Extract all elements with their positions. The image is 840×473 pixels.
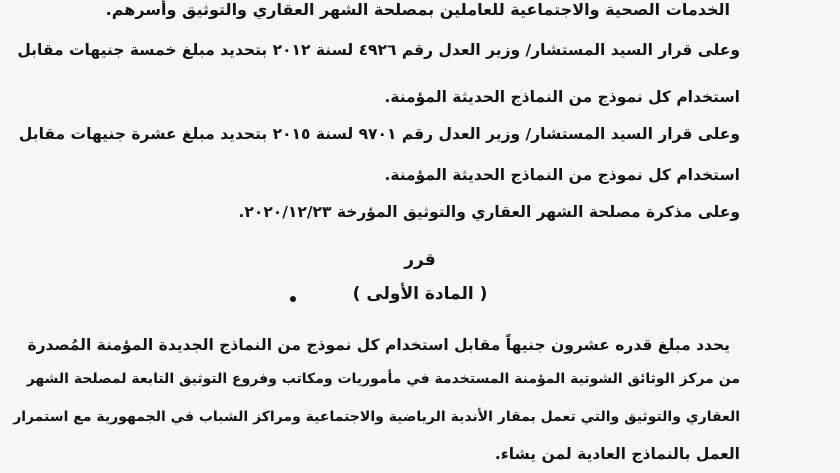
- article-line-1: يحدد مبلغ قدره عشرون جنيهاً مقابل استخدام كل نموذج من النماذج الجديدة المؤمنة المُصدرة: [27, 336, 730, 354]
- article-line-3: العقاري والتوثيق والتي تعمل بمقار الأندية الرياضية والاجتماعية ومراكز الشباب في الجمهورية مع استمرار: [13, 409, 740, 425]
- body-line-2: وعلى قرار السيد المستشار/ وزير العدل رقم ٤٩٢٦ لسنة ٢٠١٢ بتحديد مبلغ خمسة جنيهات مقابل: [17, 41, 740, 59]
- article-heading: ( المادة الأولى ): [352, 284, 488, 304]
- body-line-1: الخدمات الصحية والاجتماعية للعاملين بمصلحة الشهر العقاري والتوثيق وأسرهم.: [105, 0, 730, 19]
- body-line-3: استخدام كل نموذج من النماذج الحديثة المؤمنة.: [384, 88, 740, 106]
- body-line-5: استخدام كل نموذج من النماذج الحديثة المؤمنة.: [384, 166, 740, 184]
- ink-dot: [290, 296, 296, 302]
- body-line-6: وعلى مذكرة مصلحة الشهر العقاري والتوثيق المؤرخة ٢٠٢٠/١٢/٢٣.: [238, 203, 740, 221]
- decision-heading: قرر: [404, 250, 436, 270]
- article-line-2: من مركز الوثائق الشوتية المؤمنة المستخدمة في مأموريات ومكاتب وفروع التوثيق التابعة لمصلحة الشهر: [26, 371, 740, 387]
- body-line-4: وعلى قرار السيد المستشار/ وزير العدل رقم ٩٧٠١ لسنة ٢٠١٥ بتحديد مبلغ عشرة جنيهات مقابل: [18, 125, 740, 143]
- article-line-4: العمل بالنماذج العادية لمن يشاء.: [494, 445, 740, 463]
